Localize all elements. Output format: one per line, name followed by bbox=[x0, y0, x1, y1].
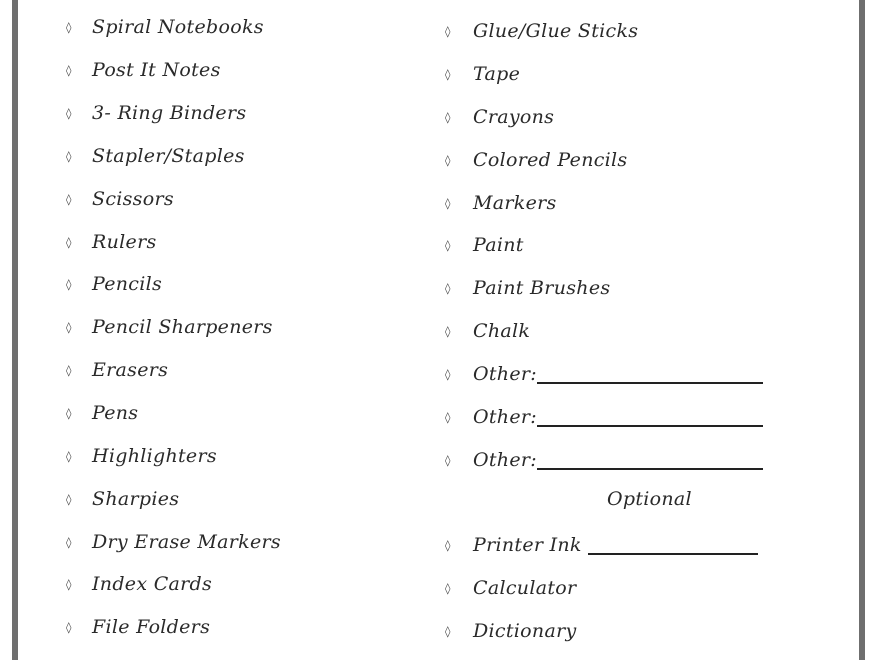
list-item-label: Paint Brushes bbox=[473, 277, 611, 299]
diamond-bullet-icon: ◊ bbox=[445, 238, 451, 252]
list-item bbox=[445, 145, 627, 175]
list-item-label: Other: bbox=[473, 363, 537, 385]
diamond-bullet-icon: ◊ bbox=[66, 535, 72, 549]
diamond-bullet-icon: ◊ bbox=[445, 324, 451, 338]
list-item bbox=[66, 527, 281, 557]
diamond-bullet-icon: ◊ bbox=[66, 492, 72, 506]
list-item-label: Paint bbox=[473, 234, 524, 256]
list-item bbox=[66, 441, 217, 471]
supply-list-page bbox=[18, 0, 859, 660]
list-item bbox=[445, 445, 763, 475]
list-item-label: Markers bbox=[473, 192, 557, 214]
list-item bbox=[66, 12, 264, 42]
diamond-bullet-icon: ◊ bbox=[66, 577, 72, 591]
list-item-label: Printer Ink bbox=[473, 534, 582, 556]
list-item bbox=[66, 227, 157, 257]
list-item bbox=[445, 188, 557, 218]
list-item bbox=[445, 316, 530, 346]
list-item bbox=[445, 573, 576, 603]
list-item-label: Other: bbox=[473, 406, 537, 428]
list-item bbox=[66, 312, 273, 342]
list-item bbox=[66, 55, 221, 85]
list-item bbox=[445, 230, 524, 260]
diamond-bullet-icon: ◊ bbox=[445, 453, 451, 467]
list-item-label: Pencil Sharpeners bbox=[92, 316, 273, 338]
list-item-label: Highlighters bbox=[92, 445, 217, 467]
list-item-label: Pencils bbox=[92, 273, 163, 295]
diamond-bullet-icon: ◊ bbox=[66, 192, 72, 206]
list-item-label: Rulers bbox=[92, 231, 157, 253]
diamond-bullet-icon: ◊ bbox=[66, 20, 72, 34]
list-item-label: Stapler/Staples bbox=[92, 145, 245, 167]
list-item-label: Other: bbox=[473, 449, 537, 471]
list-item bbox=[445, 359, 763, 389]
diamond-bullet-icon: ◊ bbox=[66, 106, 72, 120]
list-item-label: Sharpies bbox=[92, 488, 180, 510]
list-item bbox=[445, 59, 520, 89]
list-item-label: Colored Pencils bbox=[473, 149, 628, 171]
list-item-label: Glue/Glue Sticks bbox=[473, 20, 639, 42]
diamond-bullet-icon: ◊ bbox=[445, 624, 451, 638]
diamond-bullet-icon: ◊ bbox=[66, 363, 72, 377]
diamond-bullet-icon: ◊ bbox=[445, 153, 451, 167]
list-item-label: 3- Ring Binders bbox=[92, 102, 247, 124]
diamond-bullet-icon: ◊ bbox=[66, 63, 72, 77]
list-item bbox=[66, 569, 212, 599]
diamond-bullet-icon: ◊ bbox=[445, 281, 451, 295]
diamond-bullet-icon: ◊ bbox=[445, 367, 451, 381]
diamond-bullet-icon: ◊ bbox=[445, 24, 451, 38]
list-item bbox=[66, 612, 210, 642]
list-item-label: Spiral Notebooks bbox=[92, 16, 264, 38]
list-item bbox=[445, 16, 638, 46]
write-in-line[interactable] bbox=[537, 424, 763, 427]
list-item bbox=[66, 484, 179, 514]
list-item-label: Scissors bbox=[92, 188, 174, 210]
list-item bbox=[445, 273, 610, 303]
diamond-bullet-icon: ◊ bbox=[445, 538, 451, 552]
write-in-line[interactable] bbox=[537, 381, 763, 384]
list-item-label: Post It Notes bbox=[92, 59, 221, 81]
diamond-bullet-icon: ◊ bbox=[66, 149, 72, 163]
list-item-label: Erasers bbox=[92, 359, 169, 381]
write-in-line[interactable] bbox=[588, 552, 758, 555]
diamond-bullet-icon: ◊ bbox=[66, 235, 72, 249]
list-item bbox=[66, 398, 138, 428]
diamond-bullet-icon: ◊ bbox=[445, 110, 451, 124]
list-item bbox=[445, 102, 554, 132]
diamond-bullet-icon: ◊ bbox=[66, 277, 72, 291]
page-border-right bbox=[859, 0, 865, 660]
list-item-label: Calculator bbox=[473, 577, 577, 599]
diamond-bullet-icon: ◊ bbox=[445, 410, 451, 424]
diamond-bullet-icon: ◊ bbox=[445, 196, 451, 210]
list-item bbox=[445, 402, 763, 432]
list-item-label: Tape bbox=[473, 63, 521, 85]
list-item bbox=[445, 530, 758, 560]
diamond-bullet-icon: ◊ bbox=[66, 320, 72, 334]
list-item bbox=[66, 141, 245, 171]
list-item-label: Dry Erase Markers bbox=[92, 531, 281, 553]
list-item-label: Chalk bbox=[473, 320, 531, 342]
diamond-bullet-icon: ◊ bbox=[66, 620, 72, 634]
list-item bbox=[66, 98, 246, 128]
list-item bbox=[445, 616, 576, 646]
optional-heading: Optional bbox=[607, 488, 692, 510]
list-item-label: Index Cards bbox=[92, 573, 213, 595]
diamond-bullet-icon: ◊ bbox=[66, 449, 72, 463]
diamond-bullet-icon: ◊ bbox=[445, 581, 451, 595]
list-item bbox=[66, 184, 174, 214]
list-item-label: Pens bbox=[92, 402, 139, 424]
diamond-bullet-icon: ◊ bbox=[445, 67, 451, 81]
diamond-bullet-icon: ◊ bbox=[66, 406, 72, 420]
list-item-label: Crayons bbox=[473, 106, 555, 128]
list-item-label: Dictionary bbox=[473, 620, 577, 642]
list-item bbox=[66, 269, 162, 299]
write-in-line[interactable] bbox=[537, 467, 763, 470]
list-item-label: File Folders bbox=[92, 616, 211, 638]
list-item bbox=[66, 355, 168, 385]
